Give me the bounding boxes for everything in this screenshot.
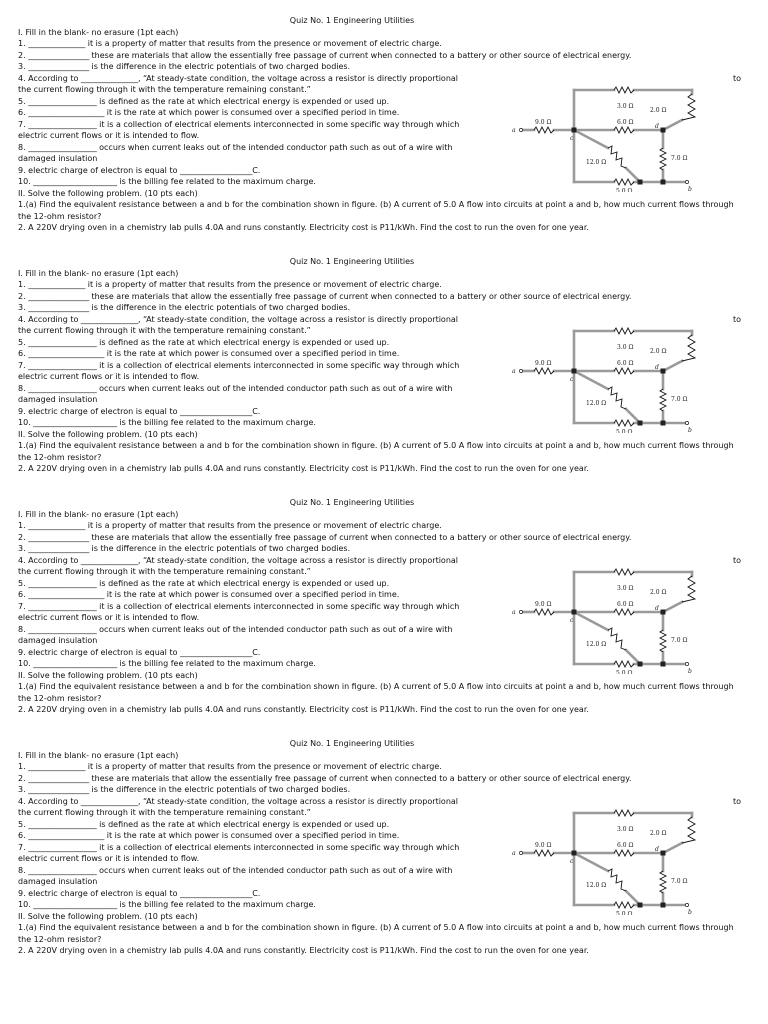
junction-d (661, 128, 666, 133)
label-node-c: c (570, 617, 574, 624)
question-10: 10. ______________________ is the billing fee related to the maximum charge. (18, 900, 316, 909)
label-7-ohm: 7.0 Ω (671, 396, 688, 403)
junction-c (572, 851, 577, 856)
question-4-continued: the current flowing through it with the temperature remaining constant.” (18, 326, 311, 335)
quiz-sheet (0, 241, 768, 481)
question-1: 1. _______________ it is a property of matter that results from the presence or movement of electric charge. (18, 762, 442, 771)
question-2: 2. ________________ these are materials that allow the essentially free passage of current when connected to a battery or other source of electrical energy. (18, 292, 632, 301)
resistor-9-ohm (534, 850, 554, 856)
problem-1-continued: the 12-ohm resistor? (18, 212, 102, 221)
label-12-ohm: 12.0 Ω (586, 159, 607, 166)
terminal-a (519, 851, 522, 854)
resistor-2-ohm (682, 335, 695, 361)
question-9: 9. electric charge of electron is equal to ___________________C. (18, 889, 261, 898)
junction-d (661, 610, 666, 615)
circuit-diagram (508, 805, 708, 915)
section-1-heading: I. Fill in the blank- no erasure (1pt each) (18, 269, 179, 278)
label-6-ohm: 6.0 Ω (617, 360, 634, 367)
resistor-7-ohm (660, 148, 666, 170)
quiz-sheet (0, 482, 768, 722)
label-2-ohm: 2.0 Ω (650, 589, 667, 596)
resistor-7-ohm (660, 871, 666, 893)
section-1-heading: I. Fill in the blank- no erasure (1pt each) (18, 28, 179, 37)
terminal-a (519, 369, 522, 372)
question-9: 9. electric charge of electron is equal to ___________________C. (18, 648, 261, 657)
label-3-ohm: 3.0 Ω (617, 585, 634, 592)
label-9-ohm: 9.0 Ω (535, 360, 552, 367)
label-12-ohm: 12.0 Ω (586, 400, 607, 407)
label-6-ohm: 6.0 Ω (617, 842, 634, 849)
section-2-heading: II. Solve the following problem. (10 pts each) (18, 671, 198, 680)
terminal-b (685, 662, 688, 665)
resistor-5-ohm (614, 902, 634, 908)
question-7-continued: electric current flows or it is intended to flow. (18, 854, 200, 863)
question-1: 1. _______________ it is a property of matter that results from the presence or movement of electric charge. (18, 39, 442, 48)
label-node-c: c (570, 376, 574, 383)
label-2-ohm: 2.0 Ω (650, 107, 667, 114)
question-4: 4. According to _______________, “At steady-state condition, the voltage across a resistor is directly proportional (18, 74, 459, 83)
question-7: 7. __________________ it is a collection of electrical elements interconnected in some specific way through which (18, 120, 460, 129)
problem-1: 1.(a) Find the equivalent resistance between a and b for the combination shown in figure. (b) A current of 5.0 A flow into circuits at point a and b, how much current flows through (18, 923, 734, 932)
label-12-ohm: 12.0 Ω (586, 882, 607, 889)
resistor-5-ohm (614, 661, 634, 667)
question-8: 8. __________________ occurs when current leaks out of the intended conductor path such as out of a wire with (18, 866, 453, 875)
label-node-c: c (570, 858, 574, 865)
label-6-ohm: 6.0 Ω (617, 601, 634, 608)
resistor-3-ohm (614, 810, 634, 816)
question-6: 6. ____________________ it is the rate at which power is consumed over a specified period in time. (18, 108, 400, 117)
question-8-continued: damaged insulation (18, 154, 98, 163)
question-7-continued: electric current flows or it is intended to flow. (18, 372, 200, 381)
label-node-c: c (570, 135, 574, 142)
label-node-d: d (655, 123, 659, 130)
question-8-continued: damaged insulation (18, 395, 98, 404)
label-node-a: a (512, 127, 516, 134)
resistor-6-ohm (614, 368, 634, 374)
question-9: 9. electric charge of electron is equal to ___________________C. (18, 407, 261, 416)
question-1: 1. _______________ it is a property of matter that results from the presence or movement of electric charge. (18, 280, 442, 289)
question-1: 1. _______________ it is a property of matter that results from the presence or movement of electric charge. (18, 521, 442, 530)
problem-1: 1.(a) Find the equivalent resistance between a and b for the combination shown in figure. (b) A current of 5.0 A flow into circuits at point a and b, how much current flows through (18, 200, 734, 209)
quiz-sheet (0, 0, 768, 240)
label-5-ohm: 5.0 Ω (616, 188, 633, 192)
problem-1-continued: the 12-ohm resistor? (18, 453, 102, 462)
circuit-diagram (508, 323, 708, 433)
question-6: 6. ____________________ it is the rate at which power is consumed over a specified period in time. (18, 590, 400, 599)
label-3-ohm: 3.0 Ω (617, 103, 634, 110)
label-node-b: b (688, 186, 692, 192)
question-4: 4. According to _______________, “At steady-state condition, the voltage across a resistor is directly proportional (18, 797, 459, 806)
label-2-ohm: 2.0 Ω (650, 830, 667, 837)
junction-bottom (638, 662, 643, 667)
resistor-7-ohm (660, 630, 666, 652)
question-9: 9. electric charge of electron is equal to ___________________C. (18, 166, 261, 175)
problem-1-continued: the 12-ohm resistor? (18, 694, 102, 703)
wire-2-to-d (663, 120, 682, 130)
question-10: 10. ______________________ is the billing fee related to the maximum charge. (18, 659, 316, 668)
resistor-6-ohm (614, 127, 634, 133)
question-8: 8. __________________ occurs when current leaks out of the intended conductor path such as out of a wire with (18, 625, 453, 634)
circuit-diagram (508, 564, 708, 674)
junction-c (572, 610, 577, 615)
resistor-12-ohm (608, 628, 626, 650)
wire-diag-upper (574, 612, 608, 630)
label-7-ohm: 7.0 Ω (671, 155, 688, 162)
question-2: 2. ________________ these are materials that allow the essentially free passage of current when connected to a battery or other source of electrical energy. (18, 533, 632, 542)
label-node-b: b (688, 427, 692, 433)
junction-b-right (661, 903, 666, 908)
junction-d (661, 369, 666, 374)
label-9-ohm: 9.0 Ω (535, 842, 552, 849)
junction-bottom (638, 421, 643, 426)
label-3-ohm: 3.0 Ω (617, 344, 634, 351)
question-7-continued: electric current flows or it is intended to flow. (18, 131, 200, 140)
terminal-a (519, 610, 522, 613)
question-7-continued: electric current flows or it is intended to flow. (18, 613, 200, 622)
resistor-12-ohm (608, 387, 626, 409)
label-5-ohm: 5.0 Ω (616, 670, 633, 674)
quiz-title: Quiz No. 1 Engineering Utilities (289, 739, 415, 748)
label-5-ohm: 5.0 Ω (616, 911, 633, 915)
question-5: 5. __________________ is defined as the rate at which electrical energy is expended or used up. (18, 338, 390, 347)
circuit-wires (522, 572, 692, 664)
resistor-2-ohm (682, 94, 695, 120)
junction-b-right (661, 180, 666, 185)
problem-1-continued: the 12-ohm resistor? (18, 935, 102, 944)
question-4-to: to (733, 556, 742, 565)
question-8-continued: damaged insulation (18, 877, 98, 886)
wire-2-to-d (663, 361, 682, 371)
question-2: 2. ________________ these are materials that allow the essentially free passage of current when connected to a battery or other source of electrical energy. (18, 774, 632, 783)
problem-2: 2. A 220V drying oven in a chemistry lab pulls 4.0A and runs constantly. Electricity cost is P11/kWh. Find the cost to run the oven for one year. (18, 946, 589, 955)
section-2-heading: II. Solve the following problem. (10 pts each) (18, 912, 198, 921)
terminal-b (685, 903, 688, 906)
quiz-sheet (0, 723, 768, 963)
wire-diag-upper (574, 130, 608, 148)
label-node-b: b (688, 909, 692, 915)
circuit-wires (522, 813, 692, 905)
label-7-ohm: 7.0 Ω (671, 878, 688, 885)
question-8-continued: damaged insulation (18, 636, 98, 645)
junction-d (661, 851, 666, 856)
question-3: 3. ________________ is the difference in the electric potentials of two charged bodies. (18, 785, 351, 794)
junction-b-right (661, 421, 666, 426)
label-5-ohm: 5.0 Ω (616, 429, 633, 433)
question-5: 5. __________________ is defined as the rate at which electrical energy is expended or used up. (18, 97, 390, 106)
resistor-7-ohm (660, 389, 666, 411)
label-node-d: d (655, 605, 659, 612)
label-node-d: d (655, 364, 659, 371)
question-5: 5. __________________ is defined as the rate at which electrical energy is expended or used up. (18, 820, 390, 829)
problem-2: 2. A 220V drying oven in a chemistry lab pulls 4.0A and runs constantly. Electricity cost is P11/kWh. Find the cost to run the oven for one year. (18, 705, 589, 714)
wire-2-to-d (663, 843, 682, 853)
question-4-to: to (733, 797, 742, 806)
question-4-to: to (733, 74, 742, 83)
resistor-12-ohm (608, 146, 626, 168)
question-8: 8. __________________ occurs when current leaks out of the intended conductor path such as out of a wire with (18, 143, 453, 152)
problem-2: 2. A 220V drying oven in a chemistry lab pulls 4.0A and runs constantly. Electricity cost is P11/kWh. Find the cost to run the oven for one year. (18, 464, 589, 473)
resistor-3-ohm (614, 328, 634, 334)
resistor-9-ohm (534, 368, 554, 374)
junction-bottom (638, 180, 643, 185)
question-4: 4. According to _______________, “At steady-state condition, the voltage across a resistor is directly proportional (18, 315, 459, 324)
resistor-3-ohm (614, 569, 634, 575)
wire-diag-upper (574, 853, 608, 871)
label-node-a: a (512, 609, 516, 616)
junction-b-right (661, 662, 666, 667)
label-node-a: a (512, 368, 516, 375)
question-4-continued: the current flowing through it with the temperature remaining constant.” (18, 567, 311, 576)
question-10: 10. ______________________ is the billing fee related to the maximum charge. (18, 418, 316, 427)
junction-bottom (638, 903, 643, 908)
label-12-ohm: 12.0 Ω (586, 641, 607, 648)
label-6-ohm: 6.0 Ω (617, 119, 634, 126)
question-7: 7. __________________ it is a collection of electrical elements interconnected in some specific way through which (18, 602, 460, 611)
junction-c (572, 128, 577, 133)
problem-1: 1.(a) Find the equivalent resistance between a and b for the combination shown in figure. (b) A current of 5.0 A flow into circuits at point a and b, how much current flows through (18, 682, 734, 691)
resistor-6-ohm (614, 850, 634, 856)
question-2: 2. ________________ these are materials that allow the essentially free passage of current when connected to a battery or other source of electrical energy. (18, 51, 632, 60)
problem-1: 1.(a) Find the equivalent resistance between a and b for the combination shown in figure. (b) A current of 5.0 A flow into circuits at point a and b, how much current flows through (18, 441, 734, 450)
terminal-b (685, 421, 688, 424)
section-2-heading: II. Solve the following problem. (10 pts each) (18, 189, 198, 198)
terminal-b (685, 180, 688, 183)
resistor-2-ohm (682, 817, 695, 843)
section-2-heading: II. Solve the following problem. (10 pts each) (18, 430, 198, 439)
label-3-ohm: 3.0 Ω (617, 826, 634, 833)
resistor-3-ohm (614, 87, 634, 93)
question-5: 5. __________________ is defined as the rate at which electrical energy is expended or used up. (18, 579, 390, 588)
resistor-5-ohm (614, 420, 634, 426)
question-3: 3. ________________ is the difference in the electric potentials of two charged bodies. (18, 62, 351, 71)
question-3: 3. ________________ is the difference in the electric potentials of two charged bodies. (18, 544, 351, 553)
question-7: 7. __________________ it is a collection of electrical elements interconnected in some specific way through which (18, 361, 460, 370)
label-7-ohm: 7.0 Ω (671, 637, 688, 644)
question-7: 7. __________________ it is a collection of electrical elements interconnected in some specific way through which (18, 843, 460, 852)
question-10: 10. ______________________ is the billing fee related to the maximum charge. (18, 177, 316, 186)
resistor-9-ohm (534, 127, 554, 133)
section-1-heading: I. Fill in the blank- no erasure (1pt each) (18, 751, 179, 760)
section-1-heading: I. Fill in the blank- no erasure (1pt each) (18, 510, 179, 519)
resistor-12-ohm (608, 869, 626, 891)
question-3: 3. ________________ is the difference in the electric potentials of two charged bodies. (18, 303, 351, 312)
label-9-ohm: 9.0 Ω (535, 601, 552, 608)
question-6: 6. ____________________ it is the rate at which power is consumed over a specified period in time. (18, 831, 400, 840)
problem-2: 2. A 220V drying oven in a chemistry lab pulls 4.0A and runs constantly. Electricity cost is P11/kWh. Find the cost to run the oven for one year. (18, 223, 589, 232)
quiz-title: Quiz No. 1 Engineering Utilities (289, 257, 415, 266)
quiz-title: Quiz No. 1 Engineering Utilities (289, 16, 415, 25)
question-4-continued: the current flowing through it with the temperature remaining constant.” (18, 85, 311, 94)
resistor-2-ohm (682, 576, 695, 602)
wire-diag-upper (574, 371, 608, 389)
label-node-b: b (688, 668, 692, 674)
terminal-a (519, 128, 522, 131)
label-9-ohm: 9.0 Ω (535, 119, 552, 126)
question-8: 8. __________________ occurs when current leaks out of the intended conductor path such as out of a wire with (18, 384, 453, 393)
junction-c (572, 369, 577, 374)
question-4-continued: the current flowing through it with the temperature remaining constant.” (18, 808, 311, 817)
label-2-ohm: 2.0 Ω (650, 348, 667, 355)
quiz-title: Quiz No. 1 Engineering Utilities (289, 498, 415, 507)
resistor-9-ohm (534, 609, 554, 615)
circuit-wires (522, 90, 692, 182)
question-6: 6. ____________________ it is the rate at which power is consumed over a specified period in time. (18, 349, 400, 358)
wire-2-to-d (663, 602, 682, 612)
question-4: 4. According to _______________, “At steady-state condition, the voltage across a resistor is directly proportional (18, 556, 459, 565)
label-node-a: a (512, 850, 516, 857)
circuit-wires (522, 331, 692, 423)
circuit-diagram (508, 82, 708, 192)
resistor-5-ohm (614, 179, 634, 185)
resistor-6-ohm (614, 609, 634, 615)
question-4-to: to (733, 315, 742, 324)
label-node-d: d (655, 846, 659, 853)
